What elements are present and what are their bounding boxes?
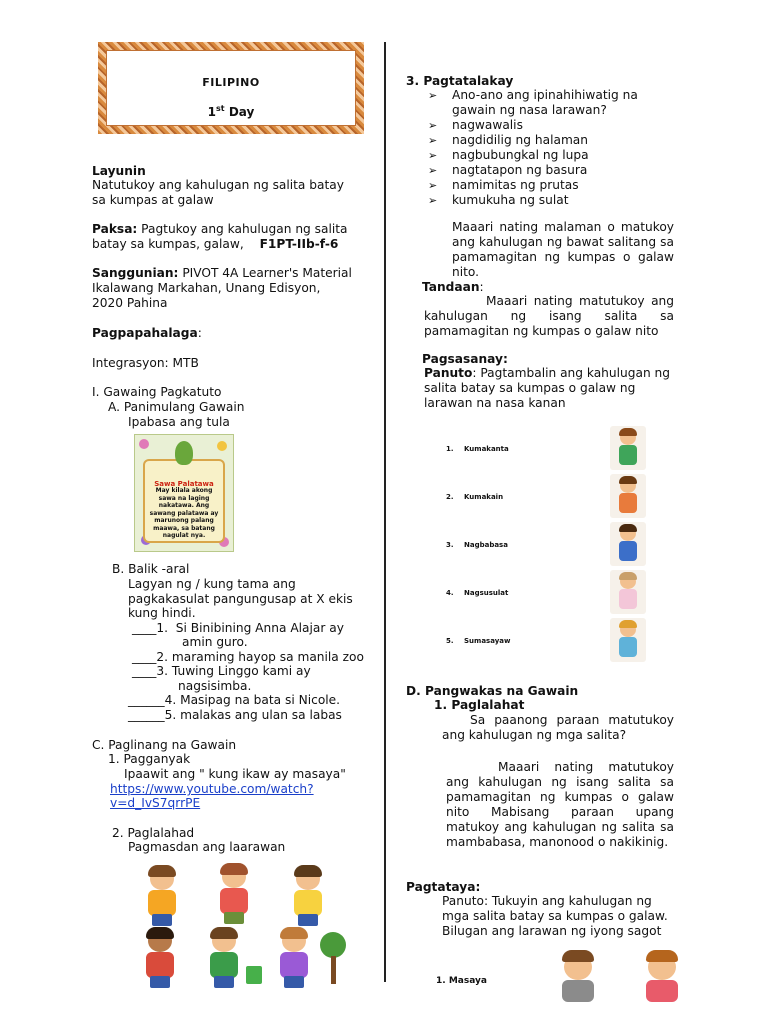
match-word: Kumakanta [464,445,509,453]
bullet-text: nagtatapon ng basura [452,163,588,177]
bullet-text: namimitas ng prutas [452,178,579,192]
pagganyak-heading: 1. Pagganyak [108,752,191,766]
paglalahat-heading: 1. Paglalahat [434,698,525,712]
pagtatalakay-paragraph: Maaari nating malaman o matukoy ang kahulugan ng bawat salitang sa pamamagitan ng kumpas o galaw nito. [452,220,674,279]
paglalahat-question: Sa paanong paraan matutukoy ang kahulugan ng mga salita? [442,713,674,742]
day-label [107,101,355,120]
pagpapahalaga-heading [92,326,202,341]
list-item [132,621,344,636]
sanggunian-label: Sanggunian: [92,266,179,280]
item-text: Masipag na bata si Nicole. [180,693,341,707]
match-row [436,522,672,566]
bullet-text: nagwawalis [452,118,523,132]
item-text: maraming hayop sa manila zoo [171,650,364,664]
bullet-item [426,178,676,193]
child-trash-icon [200,930,248,988]
match-number: 2. [446,493,454,501]
list-item-continuation: nagsisimba. [178,679,252,693]
paksa-block [92,222,354,252]
child-sweeping-icon [138,868,186,926]
poem-text: May kilala akong sawa na laging nakatawa. Ang sawang palatawa ay marunong palang maawa, sa batang nagulat nya. [149,487,219,539]
match-word: Nagsusulat [464,589,509,597]
day-suffix: st [216,104,225,113]
match-word: Nagbabasa [464,541,508,549]
poem-image [134,434,234,552]
match-row [436,426,672,470]
panimulang-gawain-text: Ipabasa ang tula [128,415,230,429]
paglalahat-answer: Maaari nating matutukoy ang kahulugan ng isang salita sa pamamagitan ng kumpas o galaw nito Mabisang paraan upang matukoy ang kahulugan ng salita sa mambabasa, manonood o nakikinig. [446,760,674,849]
answer-blank: ____2. [132,650,169,664]
paglalahad-heading: 2. Paglalahad [112,826,195,840]
balik-aral-instruction-2: pagkakasulat pangungusap at X ekis [128,592,353,606]
list-item [128,693,340,708]
tandaan-text: Maaari nating matutukoy ang kahulugan ng isang salita sa pamamagitan ng kumpas o galaw nito [424,294,674,338]
bullet-item [426,118,676,133]
bullet-text: nagbubungkal ng lupa [452,148,589,162]
paglinang-heading: C. Paglinang na Gawain [92,738,237,752]
match-row [436,618,672,662]
youtube-link[interactable]: https://www.youtube.com/watch? [110,782,314,796]
sanggunian-text: PIVOT 4A Learner's Material Ikalawang Markahan, Unang Edisyon, 2020 Pahina [92,266,352,310]
bullet-item [426,148,676,163]
tree-icon [320,932,346,958]
layunin-heading: Layunin [92,164,146,178]
item-text: malakas ang ulan sa labas [180,708,342,722]
tandaan-colon: : [479,280,484,294]
answer-blank: ____3. [132,664,169,678]
day-number: 1 [207,105,217,119]
match-number: 1. [446,445,454,453]
pagtatalakay-heading: 3. Pagtatalakay [406,74,514,88]
list-item [128,708,342,723]
layunin-text: Natutukoy ang kahulugan ng salita batay sa kumpas at galaw [92,178,344,207]
integrasyon-text: Integrasyon: MTB [92,356,199,370]
item-text: Tuwing Linggo kami ay [171,664,311,678]
match-row [436,570,672,614]
happy-child-icon [636,950,688,1004]
pagganyak-text: Ipaawit ang " kung ikaw ay masaya" [124,767,346,781]
child-watering-icon [210,866,258,924]
balik-aral-instruction-1: Lagyan ng / kung tama ang [128,577,296,591]
masaya-item: 1. Masaya [436,976,487,986]
pagpapahalaga-colon: : [197,326,202,340]
bullet-text: Ano-ano ang ipinahihiwatig na gawain ng nasa larawan? [452,88,638,117]
panuto-block [424,366,676,411]
match-row [436,474,672,518]
bullet-item [426,88,676,118]
bullet-item [426,133,676,148]
recycle-bin-icon [246,966,262,984]
chores-illustration [130,862,354,990]
child-mailbox-icon [136,930,184,988]
tree-trunk-icon [331,956,336,984]
match-number: 3. [446,541,454,549]
match-number: 4. [446,589,454,597]
panuto-text: : Pagtambalin ang kahulugan ng salita batay sa kumpas o galaw ng larawan na nasa kanan [424,366,671,410]
youtube-link-continuation[interactable]: v=d_IvS7qrrPE [110,796,201,810]
paksa-label: Paksa: [92,222,138,236]
sad-child-icon [552,950,604,1004]
match-word: Kumakain [464,493,504,501]
balik-aral-heading: B. Balik -aral [112,562,190,576]
bullet-item [426,193,676,208]
title-frame [98,42,364,134]
child-picking-fruit-icon [270,930,318,988]
balik-aral-instruction-3: kung hindi. [128,606,196,620]
match-number: 5. [446,637,454,645]
discussion-bullets [426,88,676,208]
child-writing-icon [610,618,646,662]
pagtataya-heading: Pagtataya: [406,880,481,894]
tandaan-heading [422,280,484,295]
child-digging-icon [284,868,332,926]
pagsasanay-heading: Pagsasanay: [422,352,508,366]
child-dancing-icon [610,570,646,614]
bullet-text: kumukuha ng sulat [452,193,569,207]
matching-exercise-image [436,424,672,668]
answer-blank: ____1. [132,621,169,635]
column-divider [384,42,386,982]
item-text: Si Binibining Anna Alajar ay [175,621,344,635]
sanggunian-block [92,266,354,311]
answer-blank: ______4. [128,693,177,707]
day-word: Day [228,105,255,119]
list-item [132,664,311,679]
pangwakas-heading: D. Pangwakas na Gawain [406,684,579,698]
bullet-text: nagdidilig ng halaman [452,133,589,147]
paksa-code: F1PT-IIb-f-6 [259,237,339,251]
match-word: Sumasayaw [464,637,511,645]
pagpapahalaga-label: Pagpapahalaga [92,326,198,340]
child-eating-icon [610,522,646,566]
poem-title: Sawa Palatawa [154,480,214,488]
paglalahad-text: Pagmasdan ang laarawan [128,840,286,854]
subject-title: FILIPINO [202,76,260,89]
panuto-label: Panuto [424,366,473,380]
answer-blank: ______5. [128,708,177,722]
snake-icon [175,441,193,465]
child-reading-icon [610,426,646,470]
list-item [132,650,364,665]
pagtataya-text: Panuto: Tukuyin ang kahulugan ng mga salita batay sa kumpas o galaw. Bilugan ang larawan ng iyong sagot [442,894,668,938]
tandaan-label: Tandaan [422,280,480,294]
panimulang-gawain-heading: A. Panimulang Gawain [108,400,245,414]
bullet-item [426,163,676,178]
paksa-text: Pagtukoy ang kahulugan ng salita batay sa kumpas, galaw, [92,222,348,251]
gawain-heading: I. Gawaing Pagkatuto [92,385,222,399]
list-item-continuation: amin guro. [182,635,248,649]
flower-icon [139,439,149,449]
flower-icon [217,441,227,451]
title-frame-inner [106,50,356,126]
child-singing-icon [610,474,646,518]
